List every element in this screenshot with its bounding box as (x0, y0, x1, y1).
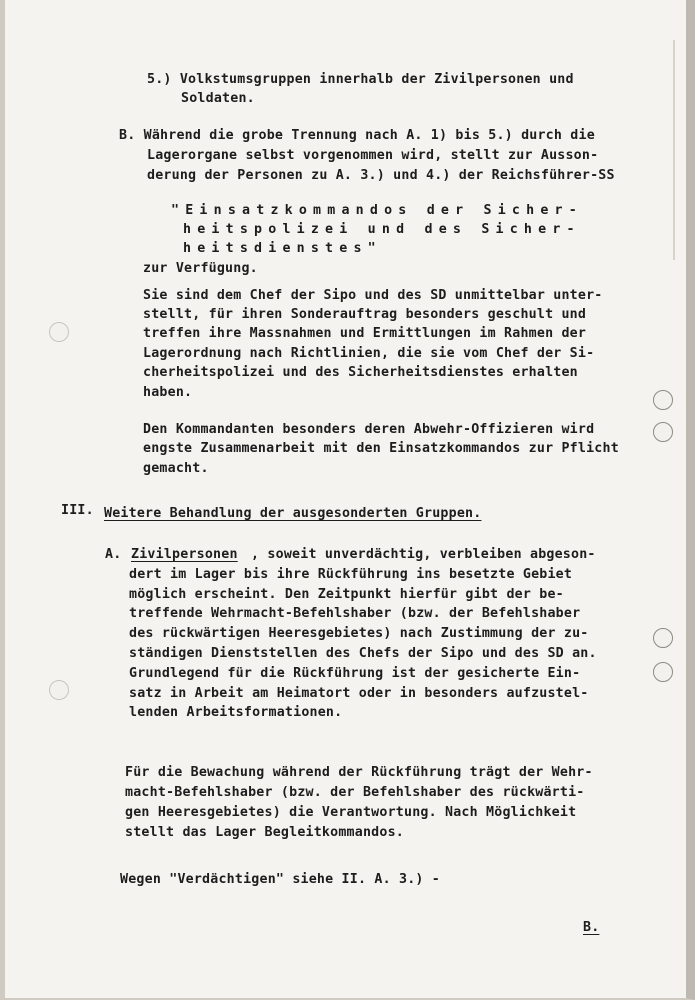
text-line: Den Kommandanten besonders deren Abwehr-Offizieren wird (143, 422, 595, 437)
text-line: zur Verfügung. (143, 261, 258, 276)
text-line: Wegen "Verdächtigen" siehe II. A. 3.) - (120, 872, 441, 887)
punch-hole (49, 322, 69, 342)
text-line: derung der Personen zu A. 3.) und 4.) der Reichsführer-SS (147, 168, 615, 183)
text-line: treffen ihre Massnahmen und Ermittlungen im Rahmen der (143, 326, 587, 341)
punch-hole (653, 390, 673, 410)
text-line: engste Zusammenarbeit mit den Einsatzkommandos zur Pflicht (143, 441, 619, 456)
text-line: heitsdienstes" (183, 241, 382, 256)
text-line: haben. (143, 385, 193, 400)
text-line: gen Heeresgebietes) die Verantwortung. Nach Möglichkeit (125, 805, 577, 820)
text-line: Soldaten. (181, 91, 255, 106)
text-line: treffende Wehrmacht-Befehlshaber (bzw. der Befehlshaber (129, 606, 581, 621)
text-line: Sie sind dem Chef der Sipo und des SD unmittelbar unter- (143, 288, 603, 303)
text-line: B. Während die grobe Trennung nach A. 1) bis 5.) durch die (119, 128, 595, 143)
text-line: , soweit unverdächtig, verbleiben abgeson- (251, 547, 596, 562)
text-line: möglich erscheint. Den Zeitpunkt hierfür gibt der be- (129, 587, 564, 602)
text-line: gemacht. (143, 461, 209, 476)
section-number: III. (61, 503, 94, 518)
underlined-term: Zivilpersonen (131, 547, 238, 562)
paper-crease (673, 40, 675, 260)
text-line: stellt das Lager Begleitkommandos. (125, 825, 404, 840)
text-line: Grundlegend für die Rückführung ist der gesicherte Ein- (129, 666, 581, 681)
punch-hole (653, 628, 673, 648)
text-line: dert im Lager bis ihre Rückführung ins besetzte Gebiet (129, 567, 573, 582)
text-line: Lagerorgane selbst vorgenommen wird, stellt zur Ausson- (147, 148, 599, 163)
text-line: satz in Arbeit am Heimatort oder in besonders aufzustel- (129, 686, 589, 701)
text-line: stellt, für ihren Sonderauftrag besonders geschult und (143, 307, 587, 322)
text-line: 5.) Volkstumsgruppen innerhalb der Zivilpersonen und (147, 72, 574, 87)
text-line: ständigen Dienststellen des Chefs der Sipo und des SD an. (129, 646, 597, 661)
text-line: des rückwärtigen Heeresgebietes) nach Zustimmung der zu- (129, 626, 589, 641)
text-line: Für die Bewachung während der Rückführung trägt der Wehr- (125, 765, 593, 780)
text-line: Lagerordnung nach Richtlinien, die sie vom Chef der Si- (143, 346, 595, 361)
punch-hole (653, 422, 673, 442)
punch-hole (49, 680, 69, 700)
section-heading: Weitere Behandlung der ausgesonderten Gruppen. (104, 506, 482, 521)
subsection-label: A. (105, 547, 122, 562)
text-line: cherheitspolizei und des Sicherheitsdienstes erhalten (143, 365, 578, 380)
punch-hole (653, 662, 673, 682)
text-line: "Einsatzkommandos der Sicher- (171, 203, 583, 218)
text-line: heitspolizei und des Sicher- (183, 222, 581, 237)
text-line: lenden Arbeitsformationen. (129, 705, 343, 720)
continuation-marker: B. (583, 920, 600, 935)
text-line: macht-Befehlshaber (bzw. der Befehlshaber des rückwärti- (125, 785, 585, 800)
